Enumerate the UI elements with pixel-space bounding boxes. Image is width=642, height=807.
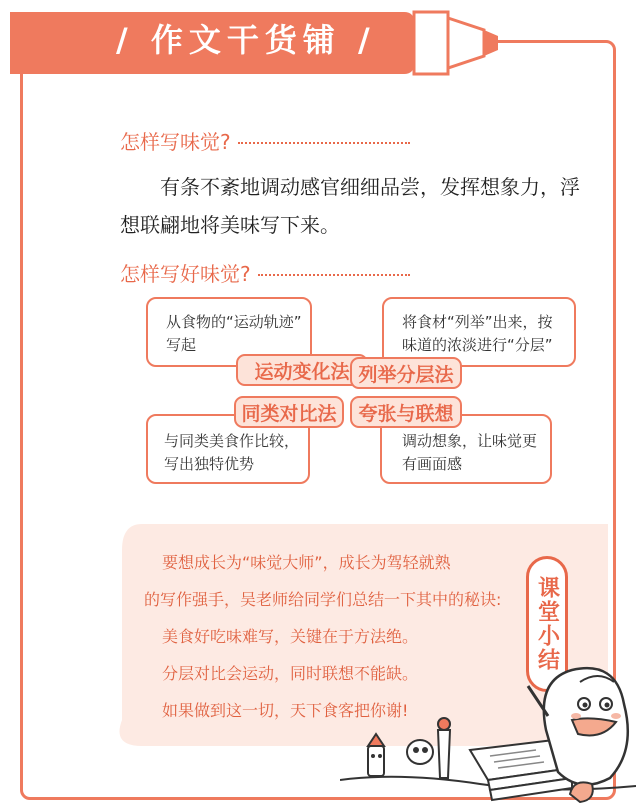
method-tag-motion: 运动变化法 — [236, 354, 368, 386]
summary-line: 的写作强手，吴老师给同学们总结一下其中的秘诀: — [144, 590, 502, 609]
summary-line: 如果做到这一切，天下食客把你谢! — [162, 701, 409, 720]
question-heading-1: 怎样写味觉? — [120, 130, 231, 154]
method-desc-line: 有画面感 — [402, 455, 463, 473]
dotted-leader — [258, 274, 410, 276]
method-desc-line: 将食材“列举”出来，按 — [402, 313, 553, 331]
question-heading-2: 怎样写好味觉? — [120, 262, 251, 286]
summary-line: 美食好吃味难写，关键在于方法绝。 — [162, 627, 419, 646]
banner-title: / 作文干货铺 / — [116, 21, 376, 59]
method-tag-compare: 同类对比法 — [234, 396, 344, 428]
method-tag-enumerate: 列举分层法 — [350, 357, 462, 389]
method-desc-line: 从食物的“运动轨迹” — [166, 313, 302, 331]
pen-character-illustration — [407, 718, 450, 778]
duck-mascot-illustration — [340, 660, 636, 807]
method-desc-line: 味道的浓淡进行“分层” — [402, 336, 553, 354]
method-desc-line: 调动想象，让味觉更 — [402, 432, 538, 450]
summary-line: 要想成长为“味觉大师”，成长为驾轻就熟 — [162, 553, 451, 572]
dotted-leader — [238, 142, 410, 144]
pencil-character-illustration — [368, 734, 384, 776]
method-desc-line: 写出独特优势 — [164, 455, 255, 473]
summary-line: 分层对比会运动，同时联想不能缺。 — [162, 664, 419, 683]
method-tag-exaggerate: 夸张与联想 — [350, 396, 462, 428]
method-desc-line: 写起 — [166, 336, 197, 354]
method-desc-line: 与同类美食作比较， — [164, 432, 300, 450]
answer-paragraph: 有条不紊地调动感官细细品尝，发挥想象力，浮想联翩地将美味写下来。 — [120, 175, 580, 237]
summary-label: 课堂小结 — [526, 556, 568, 692]
